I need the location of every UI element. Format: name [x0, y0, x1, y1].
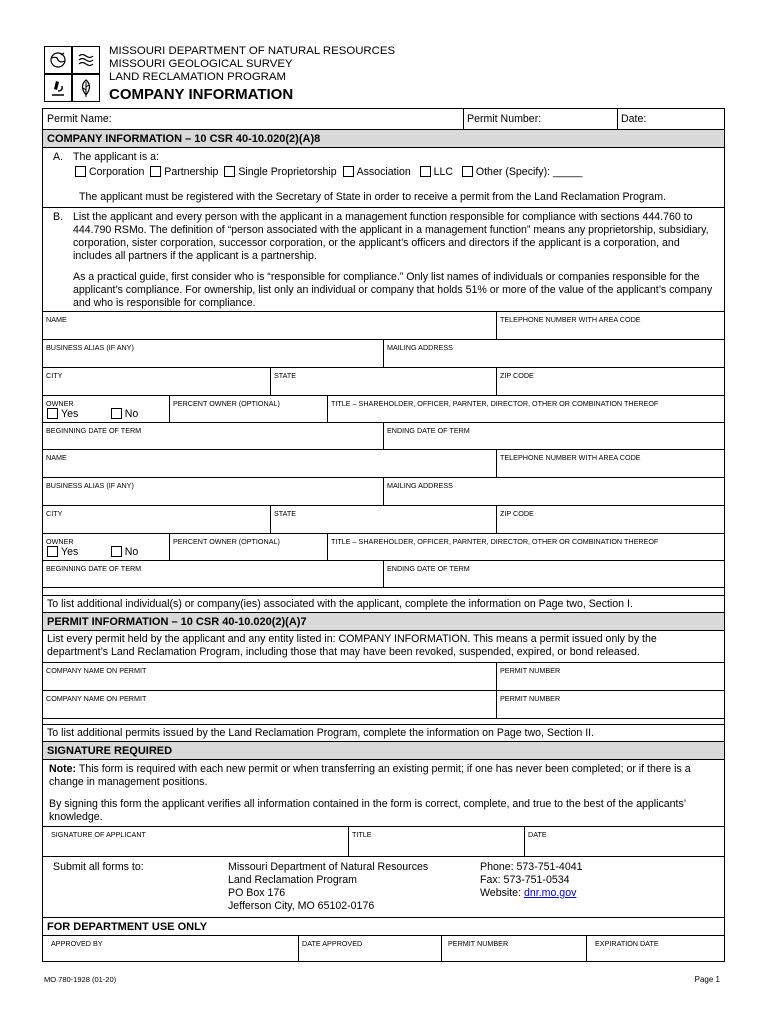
business-alias-label: BUSINESS ALIAS (IF ANY) [46, 343, 134, 352]
date-approved-field[interactable] [298, 936, 441, 961]
state-label: STATE [274, 371, 297, 380]
corporation-checkbox[interactable] [75, 166, 86, 177]
signature-field[interactable] [43, 827, 348, 856]
expiration-date-field[interactable] [586, 936, 724, 961]
phone-number: Phone: 573-751-4041 [480, 861, 583, 873]
city-label: CITY [46, 371, 63, 380]
website-link[interactable]: dnr.mo.gov [523, 887, 577, 899]
survey-name: MISSOURI GEOLOGICAL SURVEY [109, 58, 293, 71]
yes-label: Yes [61, 546, 79, 558]
expiration-date-label: EXPIRATION DATE [595, 939, 659, 948]
single-proprietorship-checkbox[interactable] [224, 166, 235, 177]
partnership-option[interactable] [150, 166, 218, 178]
beginning-date-label: BEGINNING DATE OF TERM [46, 564, 142, 573]
item-b-text: List the applicant and every person with the applicant in a management function responsible for compliance with sections 444.760 to 444.790 RSMo. The definition of “person associated with the applicant in a management function” means any proprietorship, subsidiary, corporation, sister corporation, successor corporation, or the applicant’s officers and directors if the applicant is a corporation, and includes all partners if the applicant is a partnership. [73, 211, 709, 262]
owner-no-checkbox[interactable] [111, 408, 122, 419]
address-line: Missouri Department of Natural Resources [228, 861, 429, 873]
telephone-field-2[interactable] [496, 450, 724, 477]
signature-note-row [43, 760, 724, 827]
signature-date-field[interactable] [524, 827, 724, 856]
partnership-label: Partnership [164, 166, 219, 178]
page-number: Page 1 [694, 975, 720, 984]
city-row-1 [43, 368, 724, 396]
date-approved-label: DATE APPROVED [302, 939, 363, 948]
single-proprietorship-label: Single Proprietorship [238, 166, 337, 178]
title-label: TITLE – SHAREHOLDER, OFFICER, PARNTER, DIRECTOR, OTHER OR COMBINATION THEREOF [331, 537, 659, 546]
form-header [42, 44, 732, 106]
state-field-2[interactable] [270, 506, 496, 533]
term-row-2 [43, 561, 724, 588]
website-line [480, 887, 583, 900]
permit-name-field[interactable]: Permit Name: [47, 113, 112, 125]
contact-info [480, 861, 583, 900]
mailing-address-field-1[interactable] [383, 340, 724, 367]
city-row-2 [43, 506, 724, 534]
signature-row [43, 827, 724, 857]
permit-number-field[interactable]: Permit Number: [467, 113, 542, 125]
microscope-icon [44, 74, 72, 102]
no-label: No [124, 408, 139, 420]
name-label: NAME [46, 315, 67, 324]
telephone-label: TELEPHONE NUMBER WITH AREA CODE [500, 453, 641, 462]
owner-label: OWNER [46, 399, 74, 408]
mailing-address-field-2[interactable] [383, 478, 724, 505]
signature-note [49, 763, 714, 789]
alias-row-1 [43, 340, 724, 368]
permit-number-field-2[interactable] [496, 691, 724, 718]
yes-label: Yes [61, 408, 79, 420]
permit-number-field-1[interactable] [496, 663, 724, 690]
owner-row-2 [43, 534, 724, 561]
corporation-option[interactable] [75, 166, 144, 178]
ending-date-field-2[interactable] [383, 561, 724, 587]
beginning-date-label: BEGINNING DATE OF TERM [46, 426, 142, 435]
signature-title-field[interactable] [348, 827, 524, 856]
verification-text: By signing this form the applicant verifies all information contained in the form is correct, complete, and true to the best of the applicants’ knowledge. [49, 798, 686, 823]
note-label: Note: [49, 763, 77, 775]
permit-row-2 [43, 691, 724, 719]
permit-section-header: PERMIT INFORMATION – 10 CSR 40-10.020(2)(A)7 [43, 613, 724, 631]
leaf-icon [72, 74, 100, 102]
applicant-type-row [43, 148, 724, 208]
mailing-address-label: MAILING ADDRESS [387, 343, 453, 352]
title-field-2[interactable] [327, 534, 724, 560]
association-label: Association [356, 166, 411, 178]
dept-permit-number-field[interactable] [441, 936, 586, 961]
additional-individuals-note: To list additional individual(s) or company(ies) associated with the applicant, complete the information on Page two, Section I. [43, 596, 724, 613]
owner-row-1 [43, 396, 724, 423]
name-row-1 [43, 312, 724, 340]
telephone-field-1[interactable] [496, 312, 724, 339]
item-a-letter: A. [53, 151, 64, 163]
address-line: PO Box 176 [228, 887, 286, 899]
approved-by-label: APPROVED BY [51, 939, 103, 948]
other-option[interactable] [462, 166, 583, 178]
owner-options-1 [47, 408, 138, 421]
alias-row-2 [43, 478, 724, 506]
percent-owner-field-2[interactable] [169, 534, 327, 560]
applicant-type-options [75, 166, 582, 179]
percent-owner-label: PERCENT OWNER (OPTIONAL) [173, 399, 280, 408]
percent-owner-label: PERCENT OWNER (OPTIONAL) [173, 537, 280, 546]
program-name: LAND RECLAMATION PROGRAM [109, 71, 286, 84]
zip-label: ZIP CODE [500, 509, 534, 518]
zip-label: ZIP CODE [500, 371, 534, 380]
no-label: No [124, 546, 139, 558]
percent-owner-field-1[interactable] [169, 396, 327, 422]
form-number: MO 780-1928 (01-20) [44, 975, 117, 984]
partnership-checkbox[interactable] [150, 166, 161, 177]
item-b-letter: B. [53, 211, 64, 223]
state-field-1[interactable] [270, 368, 496, 395]
llc-label: LLC [433, 166, 454, 178]
permit-number-label: PERMIT NUMBER [500, 694, 561, 703]
agency-name [109, 45, 395, 85]
submit-row [43, 857, 724, 918]
association-option[interactable] [343, 166, 411, 178]
fax-number: Fax: 573-751-0534 [480, 874, 570, 886]
company-name-label: COMPANY NAME ON PERMIT [46, 694, 147, 703]
owner-label: OWNER [46, 537, 74, 546]
owner-yes-checkbox[interactable] [47, 408, 58, 419]
registration-note: The applicant must be registered with the Secretary of State in order to receive a permit from the Land Reclamation Program. [79, 191, 667, 203]
company-name-label: COMPANY NAME ON PERMIT [46, 666, 147, 675]
llc-checkbox[interactable] [420, 166, 431, 177]
item-a-text: The applicant is a: [73, 151, 159, 163]
ending-date-label: ENDING DATE OF TERM [387, 564, 470, 573]
zip-field-2[interactable] [496, 506, 724, 533]
department-section-header: FOR DEPARTMENT USE ONLY [43, 918, 724, 936]
signature-section-header: SIGNATURE REQUIRED [43, 742, 724, 760]
other-checkbox[interactable] [462, 166, 473, 177]
address-line: Land Reclamation Program [228, 874, 357, 886]
owner-yes-checkbox[interactable] [47, 546, 58, 557]
submit-label: Submit all forms to: [53, 861, 144, 873]
corporation-label: Corporation [89, 166, 145, 178]
address-line: Jefferson City, MO 65102-0176 [228, 900, 375, 912]
water-icon [72, 46, 100, 74]
term-row-1 [43, 423, 724, 450]
other-label: Other (Specify): _____ [475, 166, 583, 178]
permit-row-1 [43, 663, 724, 691]
name-row-2 [43, 450, 724, 478]
city-label: CITY [46, 509, 63, 518]
signature-label: SIGNATURE OF APPLICANT [51, 830, 146, 839]
website-label: Website: [480, 887, 524, 899]
permit-header-row [43, 109, 724, 130]
permit-number-label: PERMIT NUMBER [500, 666, 561, 675]
owner-options-2 [47, 546, 138, 559]
department-row [43, 936, 724, 961]
permit-instructions: List every permit held by the applicant and any entity listed in: COMPANY INFORMATION. This means a permit issued only by the department’s Land Reclamation Program, including those that may have been revoked, suspended, expired, or bond released. [43, 631, 724, 663]
mailing-address [228, 861, 428, 913]
department-name: MISSOURI DEPARTMENT OF NATURAL RESOURCES [109, 45, 396, 57]
owner-no-checkbox[interactable] [111, 546, 122, 557]
company-section-header: COMPANY INFORMATION – 10 CSR 40-10.020(2)(A)8 [43, 130, 724, 148]
title-field-1[interactable] [327, 396, 724, 422]
name-label: NAME [46, 453, 67, 462]
date-field[interactable]: Date: [621, 113, 647, 125]
agency-logo [44, 46, 100, 102]
permit-number-label: PERMIT NUMBER [448, 939, 509, 948]
page-title: COMPANY INFORMATION [109, 86, 294, 103]
spacer-row [43, 588, 724, 596]
date-label: DATE [528, 830, 547, 839]
association-checkbox[interactable] [343, 166, 354, 177]
sole-prop-option[interactable] [224, 166, 336, 178]
company-information-form [42, 108, 725, 962]
llc-option[interactable] [420, 166, 453, 178]
item-b-guide: As a practical guide, first consider who is “responsible for compliance.” Only list names of individuals or companies responsible for the applicant’s compliance. For ownership, list only an individual or company that holds 51% or more of the value of the applicant’s company and who is responsible for compliance. [73, 271, 713, 309]
mailing-address-label: MAILING ADDRESS [387, 481, 453, 490]
zip-field-1[interactable] [496, 368, 724, 395]
ending-date-label: ENDING DATE OF TERM [387, 426, 470, 435]
item-b-row [43, 208, 724, 312]
state-label: STATE [274, 509, 297, 518]
ending-date-field-1[interactable] [383, 423, 724, 449]
note-text: This form is required with each new permit or when transferring an existing permit; if one has never been completed; or if there is a change in management positions. [49, 763, 691, 788]
additional-permits-note: To list additional permits issued by the Land Reclamation Program, complete the information on Page two, Section II. [43, 725, 724, 742]
globe-icon [44, 46, 72, 74]
title-label: TITLE [352, 830, 372, 839]
telephone-label: TELEPHONE NUMBER WITH AREA CODE [500, 315, 641, 324]
title-label: TITLE – SHAREHOLDER, OFFICER, PARNTER, DIRECTOR, OTHER OR COMBINATION THEREOF [331, 399, 659, 408]
business-alias-label: BUSINESS ALIAS (IF ANY) [46, 481, 134, 490]
